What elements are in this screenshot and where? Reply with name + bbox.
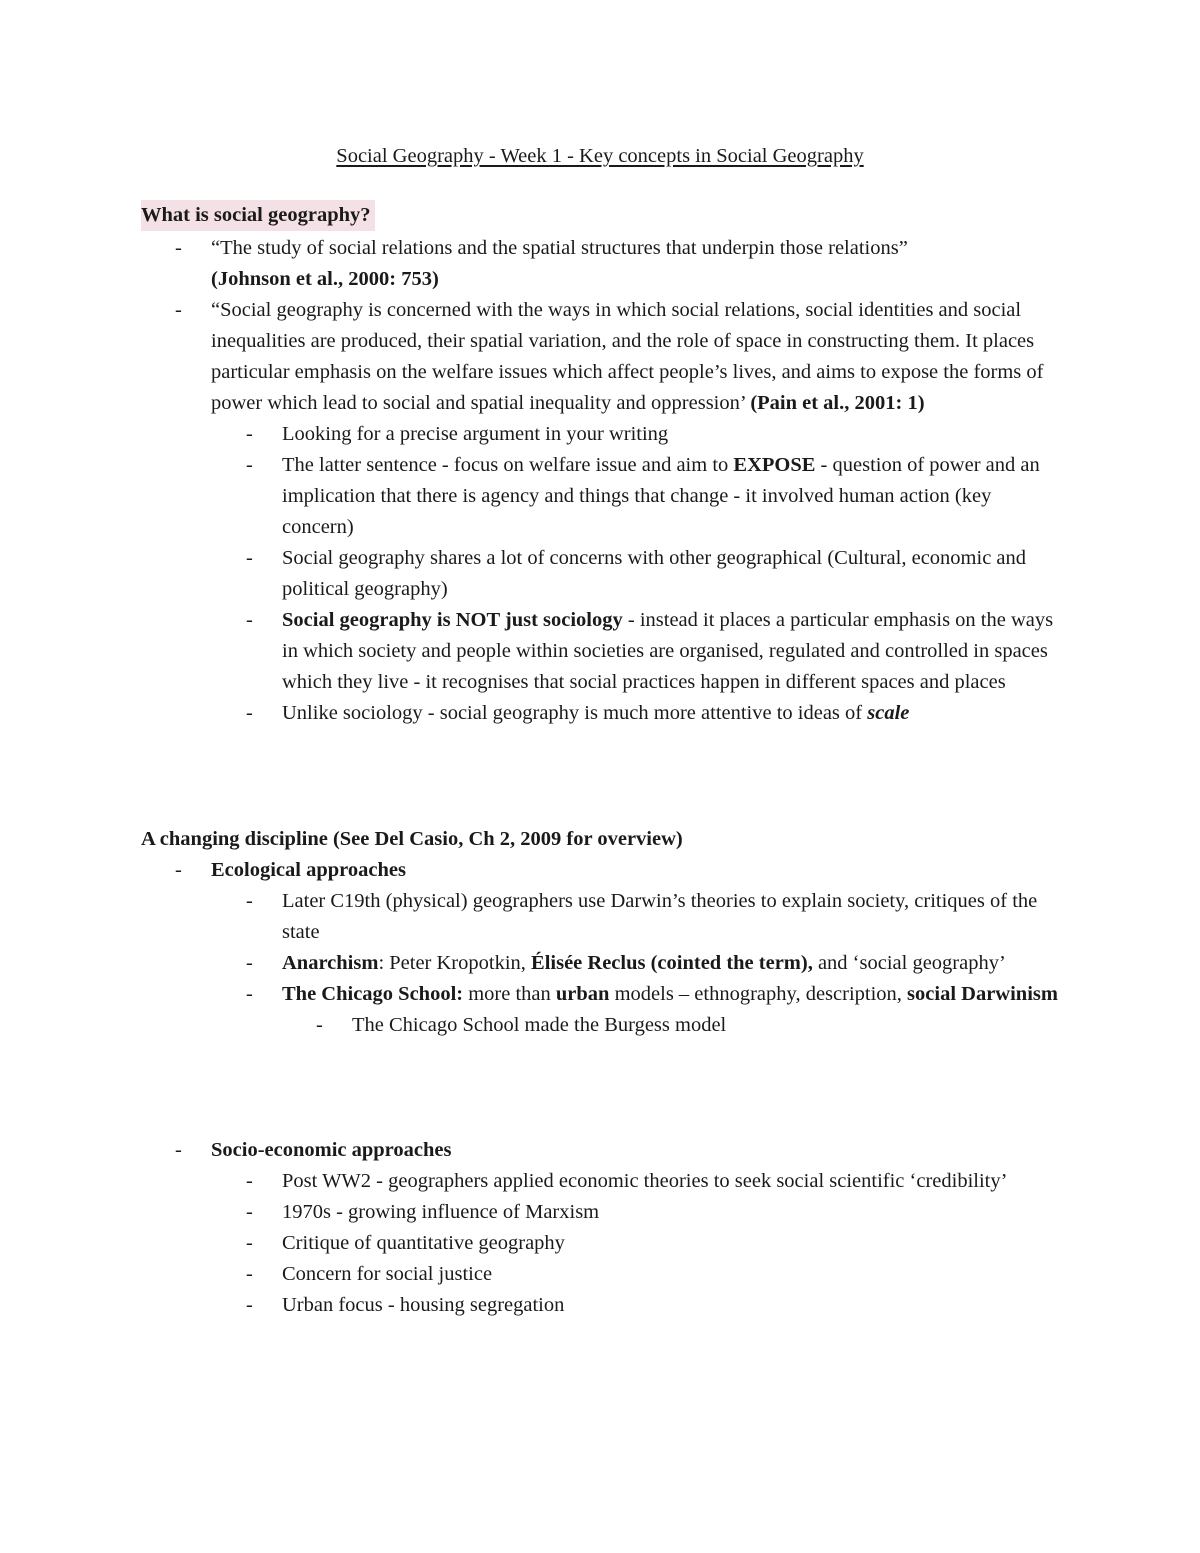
citation: (Pain et al., 2001: 1) xyxy=(750,392,925,414)
list-item-text: Social geography shares a lot of concerns with other geographical (Cultural, economic and political geography) xyxy=(282,547,1027,600)
section1-sublist xyxy=(282,419,1061,729)
subheading: Socio-economic approaches xyxy=(211,1139,452,1161)
list-item-text: The Chicago School made the Burgess model xyxy=(352,1014,727,1036)
list-item xyxy=(282,698,1061,729)
emphasis-text: scale xyxy=(867,702,910,724)
list-item xyxy=(282,1228,1061,1259)
list-item-pain-quote xyxy=(211,295,1061,729)
quote-text: “The study of social relations and the spatial structures that underpin those relations” xyxy=(211,237,908,259)
list-item xyxy=(282,948,1061,979)
list-item-socio-economic xyxy=(211,1135,1061,1321)
list-item xyxy=(282,1197,1061,1228)
section2-list xyxy=(211,855,1061,1041)
list-item-text: Concern for social justice xyxy=(282,1263,493,1285)
emphasis-text: The Chicago School: xyxy=(282,983,464,1005)
section2-list-socio xyxy=(211,1135,1061,1321)
quote-text: “Social geography is concerned with the ways in which social relations, social identities and social inequalities are produced, their spatial variation, and the role of space in constructing them. It places particular emphasis on the welfare issues which affect people’s lives, and aims to expose the forms of power which lead to social and spatial inequality and oppression’ xyxy=(211,299,1044,414)
list-item-text: 1970s - growing influence of Marxism xyxy=(282,1201,600,1223)
list-item-text: Critique of quantitative geography xyxy=(282,1232,565,1254)
list-item-text: : Peter Kropotkin, xyxy=(378,952,526,974)
list-item-ecological xyxy=(211,855,1061,1041)
list-item xyxy=(282,979,1061,1041)
list-item-text: - question of power and an implication that there is agency and things that change - it involved human action (key concern) xyxy=(282,454,1040,538)
list-item xyxy=(352,1010,1061,1041)
list-item-text: The latter sentence - focus on welfare issue and aim to xyxy=(282,454,729,476)
socio-economic-sublist xyxy=(282,1166,1061,1321)
list-item xyxy=(282,543,1061,605)
subheading: Ecological approaches xyxy=(211,859,406,881)
document-title: Social Geography - Week 1 - Key concepts in Social Geography xyxy=(336,145,864,167)
section1-list xyxy=(211,233,1061,729)
list-item-johnson-quote xyxy=(211,233,1061,295)
section-heading-what-is-social-geography: What is social geography? xyxy=(141,200,375,231)
emphasis-text: Élisée Reclus (cointed the term), xyxy=(531,952,813,974)
emphasis-text: Anarchism xyxy=(282,952,379,974)
list-item xyxy=(282,1290,1061,1321)
list-item-text: more than xyxy=(468,983,551,1005)
list-item-text: Looking for a precise argument in your writing xyxy=(282,423,669,445)
list-item-text: Urban focus - housing segregation xyxy=(282,1294,565,1316)
list-item-text: - instead it places a particular emphasis on the ways in which society and people within societies are organised, regulated and controlled in spaces which they live - it recognises that social practices happen in different spaces and places xyxy=(282,609,1054,693)
emphasis-text: urban xyxy=(555,983,610,1005)
list-item-text: Post WW2 - geographers applied economic theories to seek social scientific ‘credibility’ xyxy=(282,1170,1008,1192)
list-item-text: and ‘social geography’ xyxy=(817,952,1006,974)
list-item xyxy=(282,886,1061,948)
emphasis-text: EXPOSE xyxy=(733,454,816,476)
list-item-text: models – ethnography, description, xyxy=(614,983,902,1005)
list-item xyxy=(282,450,1061,543)
emphasis-text: social Darwinism xyxy=(907,983,1058,1005)
list-item-text: Unlike sociology - social geography is much more attentive to ideas of xyxy=(282,702,863,724)
list-item xyxy=(282,1259,1061,1290)
ecological-sublist xyxy=(282,886,1061,1041)
section-heading-changing-discipline: A changing discipline (See Del Casio, Ch 2, 2009 for overview) xyxy=(141,828,683,850)
list-item xyxy=(282,419,1061,450)
list-item xyxy=(282,605,1061,698)
citation: (Johnson et al., 2000: 753) xyxy=(211,268,439,290)
list-item-text: Later C19th (physical) geographers use Darwin’s theories to explain society, critiques of the state xyxy=(282,890,1038,943)
chicago-sublist xyxy=(352,1010,1061,1041)
emphasis-text: Social geography is NOT just sociology xyxy=(282,609,623,631)
list-item xyxy=(282,1166,1061,1197)
